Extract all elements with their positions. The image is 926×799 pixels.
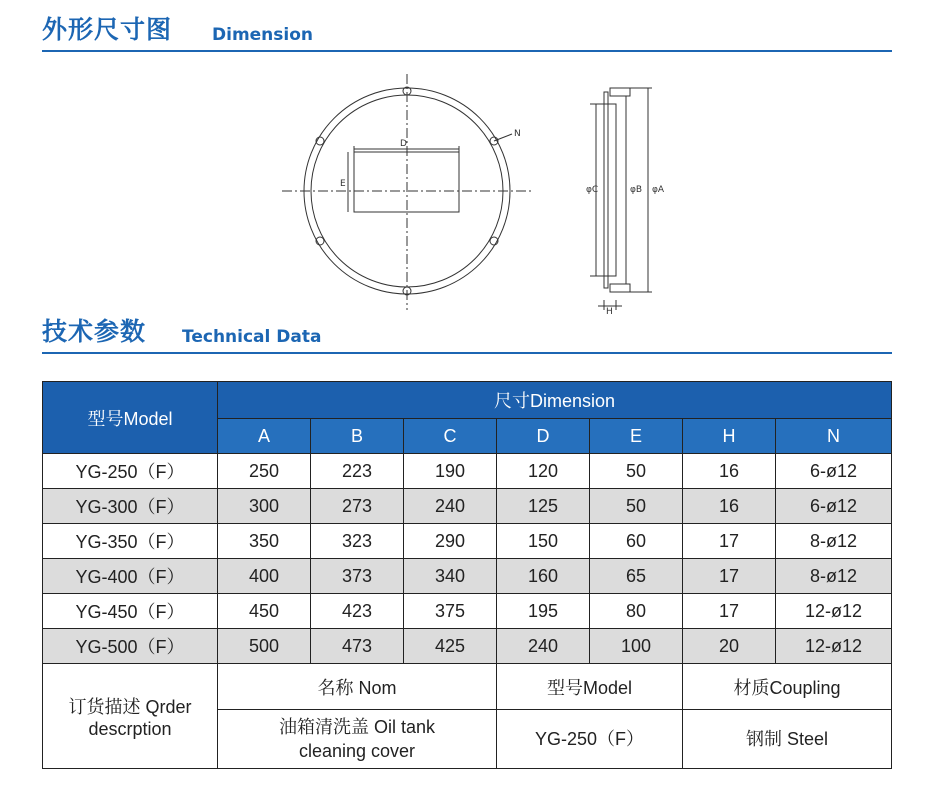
column-header: B <box>311 419 404 454</box>
column-header: C <box>404 419 497 454</box>
model-cell: YG-250（F） <box>43 454 218 489</box>
label-a: φA <box>652 185 665 195</box>
value-cell: 12-ø12 <box>776 594 892 629</box>
side-flange <box>604 92 608 288</box>
table-row <box>43 454 892 489</box>
order-material-value: 钢制 Steel <box>683 710 892 769</box>
value-cell: 425 <box>404 629 497 664</box>
value-cell: 273 <box>311 489 404 524</box>
order-name-header: 名称 Nom <box>218 664 497 710</box>
value-cell: 50 <box>590 454 683 489</box>
technical-data-table <box>42 381 892 769</box>
side-bottom-lip <box>610 284 630 292</box>
value-cell: 190 <box>404 454 497 489</box>
dimension-header: 尺寸Dimension <box>218 382 892 419</box>
section-header-technical <box>42 316 892 354</box>
order-label-line1: 订货描述 Qrder <box>68 696 192 717</box>
value-cell: 17 <box>683 559 776 594</box>
side-top-lip <box>610 88 630 96</box>
value-cell: 323 <box>311 524 404 559</box>
order-header-row <box>43 664 892 710</box>
value-cell: 400 <box>218 559 311 594</box>
column-header: H <box>683 419 776 454</box>
section-title-cn: 外形尺寸图 <box>42 15 173 44</box>
value-cell: 300 <box>218 489 311 524</box>
value-cell: 150 <box>497 524 590 559</box>
value-cell: 240 <box>497 629 590 664</box>
model-header: 型号Model <box>43 382 218 454</box>
model-cell: YG-400（F） <box>43 559 218 594</box>
model-cell: YG-350（F） <box>43 524 218 559</box>
column-header: E <box>590 419 683 454</box>
label-e: E <box>340 179 346 189</box>
dimension-drawing <box>0 60 926 316</box>
value-cell: 250 <box>218 454 311 489</box>
value-cell: 16 <box>683 489 776 524</box>
column-header: D <box>497 419 590 454</box>
column-header: A <box>218 419 311 454</box>
model-cell: YG-500（F） <box>43 629 218 664</box>
section-title-en: Technical Data <box>182 327 322 347</box>
value-cell: 195 <box>497 594 590 629</box>
value-cell: 12-ø12 <box>776 629 892 664</box>
value-cell: 60 <box>590 524 683 559</box>
value-cell: 350 <box>218 524 311 559</box>
value-cell: 6-ø12 <box>776 489 892 524</box>
value-cell: 120 <box>497 454 590 489</box>
label-d: D <box>400 139 407 149</box>
label-b: φB <box>630 185 643 195</box>
order-name-line1: 油箱清洗盖 Oil tank <box>278 717 436 737</box>
value-cell: 17 <box>683 594 776 629</box>
table-row <box>43 489 892 524</box>
order-name-line2: cleaning cover <box>298 741 416 761</box>
value-cell: 125 <box>497 489 590 524</box>
value-cell: 100 <box>590 629 683 664</box>
value-cell: 373 <box>311 559 404 594</box>
value-cell: 160 <box>497 559 590 594</box>
value-cell: 8-ø12 <box>776 524 892 559</box>
value-cell: 340 <box>404 559 497 594</box>
value-cell: 375 <box>404 594 497 629</box>
value-cell: 8-ø12 <box>776 559 892 594</box>
order-label-line2: descrption <box>88 718 172 739</box>
label-c: φC <box>586 185 599 195</box>
column-header: N <box>776 419 892 454</box>
order-model-value: YG-250（F） <box>497 710 683 769</box>
section-title-en: Dimension <box>212 25 314 45</box>
value-cell: 290 <box>404 524 497 559</box>
value-cell: 6-ø12 <box>776 454 892 489</box>
label-n: N <box>514 129 521 139</box>
order-material-header: 材质Coupling <box>683 664 892 710</box>
section-header-dimension <box>42 14 892 52</box>
value-cell: 16 <box>683 454 776 489</box>
value-cell: 423 <box>311 594 404 629</box>
value-cell: 80 <box>590 594 683 629</box>
value-cell: 500 <box>218 629 311 664</box>
table-row <box>43 629 892 664</box>
table-row <box>43 524 892 559</box>
section-title-cn: 技术参数 <box>42 317 147 346</box>
value-cell: 17 <box>683 524 776 559</box>
side-body <box>608 104 616 276</box>
order-label-cell <box>43 664 218 769</box>
value-cell: 450 <box>218 594 311 629</box>
value-cell: 473 <box>311 629 404 664</box>
table-row <box>43 594 892 629</box>
order-model-header: 型号Model <box>497 664 683 710</box>
order-name-value <box>218 710 497 769</box>
table-row <box>43 559 892 594</box>
value-cell: 65 <box>590 559 683 594</box>
value-cell: 20 <box>683 629 776 664</box>
model-cell: YG-450（F） <box>43 594 218 629</box>
value-cell: 50 <box>590 489 683 524</box>
model-cell: YG-300（F） <box>43 489 218 524</box>
value-cell: 240 <box>404 489 497 524</box>
label-h: H <box>606 307 613 316</box>
value-cell: 223 <box>311 454 404 489</box>
